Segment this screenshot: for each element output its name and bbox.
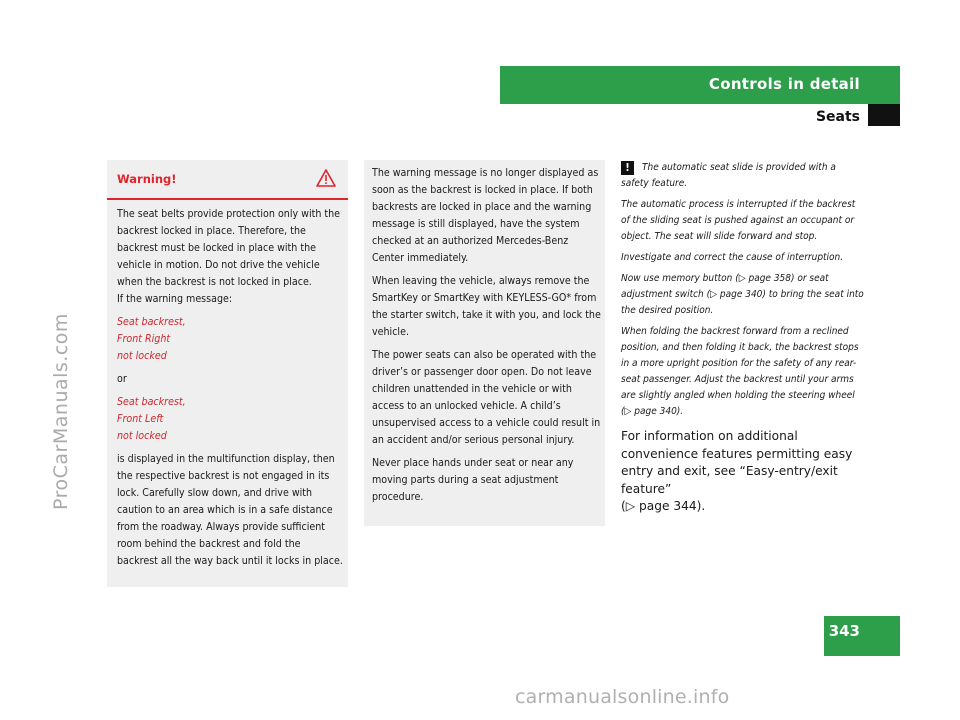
- note-para: The automatic process is interrupted if the backrest of the sliding seat is pushed against an occupant or object. The seat will slide forward and stop.: [621, 199, 856, 242]
- warning-para: The seat belts provide protection only with the backrest locked in place. Therefore, the backrest must be locked in place with the vehicle in motion. Do not drive the vehicle when the backrest is not locked in place. If the warning message:: [117, 208, 341, 305]
- warning-message-right: Seat backrest, Front Right not locked: [117, 316, 186, 362]
- page-ref[interactable]: ▷ page 340: [624, 406, 677, 417]
- page-number: 343: [828, 622, 860, 640]
- section-title: Seats: [815, 109, 860, 125]
- note-para: Investigate and correct the cause of interruption.: [621, 252, 844, 263]
- paragraph: The warning message is no longer displayed as soon as the backrest is locked in place. If both backrests are locked in place and the warning message is still displayed, have the system checked at an authorized Mercedes-Benz Center immediately.: [372, 167, 599, 264]
- chapter-title: Controls in detail: [708, 75, 860, 93]
- page-number-box: [824, 616, 900, 656]
- or-text: or: [117, 373, 127, 385]
- paragraph: Never place hands under seat or near any moving parts during a seat adjustment procedure.: [372, 457, 574, 503]
- page-ref[interactable]: (▷ page 344).: [621, 499, 706, 513]
- note-column: [621, 160, 866, 425]
- warning-para: is displayed in the multifunction display, then the respective backrest is not engaged in its lock. Carefully slow down, and drive with caution to an area which is in a safe distance from the roadway. Always provide sufficient room behind the backrest and fold the backrest all the way back until it locks in place.: [117, 453, 343, 567]
- paragraph: When leaving the vehicle, always remove the SmartKey or SmartKey with KEYLESS-GO* from the starter switch, take it with you, and lock the vehicle.: [372, 275, 601, 338]
- note-para: When folding the backrest forward from a reclined position, and then folding it back, the backrest stops in a more upright position for the safety of any rear-seat passenger. Adjust the backrest until your arms are slightly angled when holding the steering wheel (▷ page 340).: [621, 326, 859, 417]
- side-watermark: ProCarManuals.com: [50, 313, 72, 510]
- exclamation-icon: !: [621, 161, 634, 175]
- note-para: ! The automatic seat slide is provided with a safety feature.: [621, 161, 836, 189]
- warning-box: [107, 160, 348, 587]
- warning-continued-body: [372, 165, 602, 512]
- footer-watermark: carmanualsonline.info: [515, 686, 730, 708]
- warning-title: Warning!: [117, 172, 177, 186]
- warning-body: [117, 206, 343, 576]
- section-marker: [868, 104, 900, 126]
- warning-message-left: Seat backrest, Front Left not locked: [117, 396, 186, 442]
- warning-continued-box: [364, 160, 605, 526]
- note-para: Now use memory button (▷ page 358) or seat adjustment switch (▷ page 340) to bring the seat into the desired position.: [621, 273, 864, 316]
- page-ref[interactable]: ▷ page 340: [710, 289, 763, 300]
- page-ref[interactable]: ▷ page 358: [738, 273, 791, 284]
- body-paragraph: For information on additional convenience features permitting easy entry and exit, see “Easy-entry/exit feature” (▷ page 344).: [621, 429, 853, 513]
- warning-triangle-icon: [316, 169, 336, 187]
- chapter-header: [500, 66, 900, 104]
- warning-header: [107, 160, 348, 200]
- paragraph: The power seats can also be operated with the driver’s or passenger door open. Do not leave children unattended in the vehicle or with access to an unlocked vehicle. A child’s unsupervised access to a vehicle could result in an accident and/or serious personal injury.: [372, 349, 601, 446]
